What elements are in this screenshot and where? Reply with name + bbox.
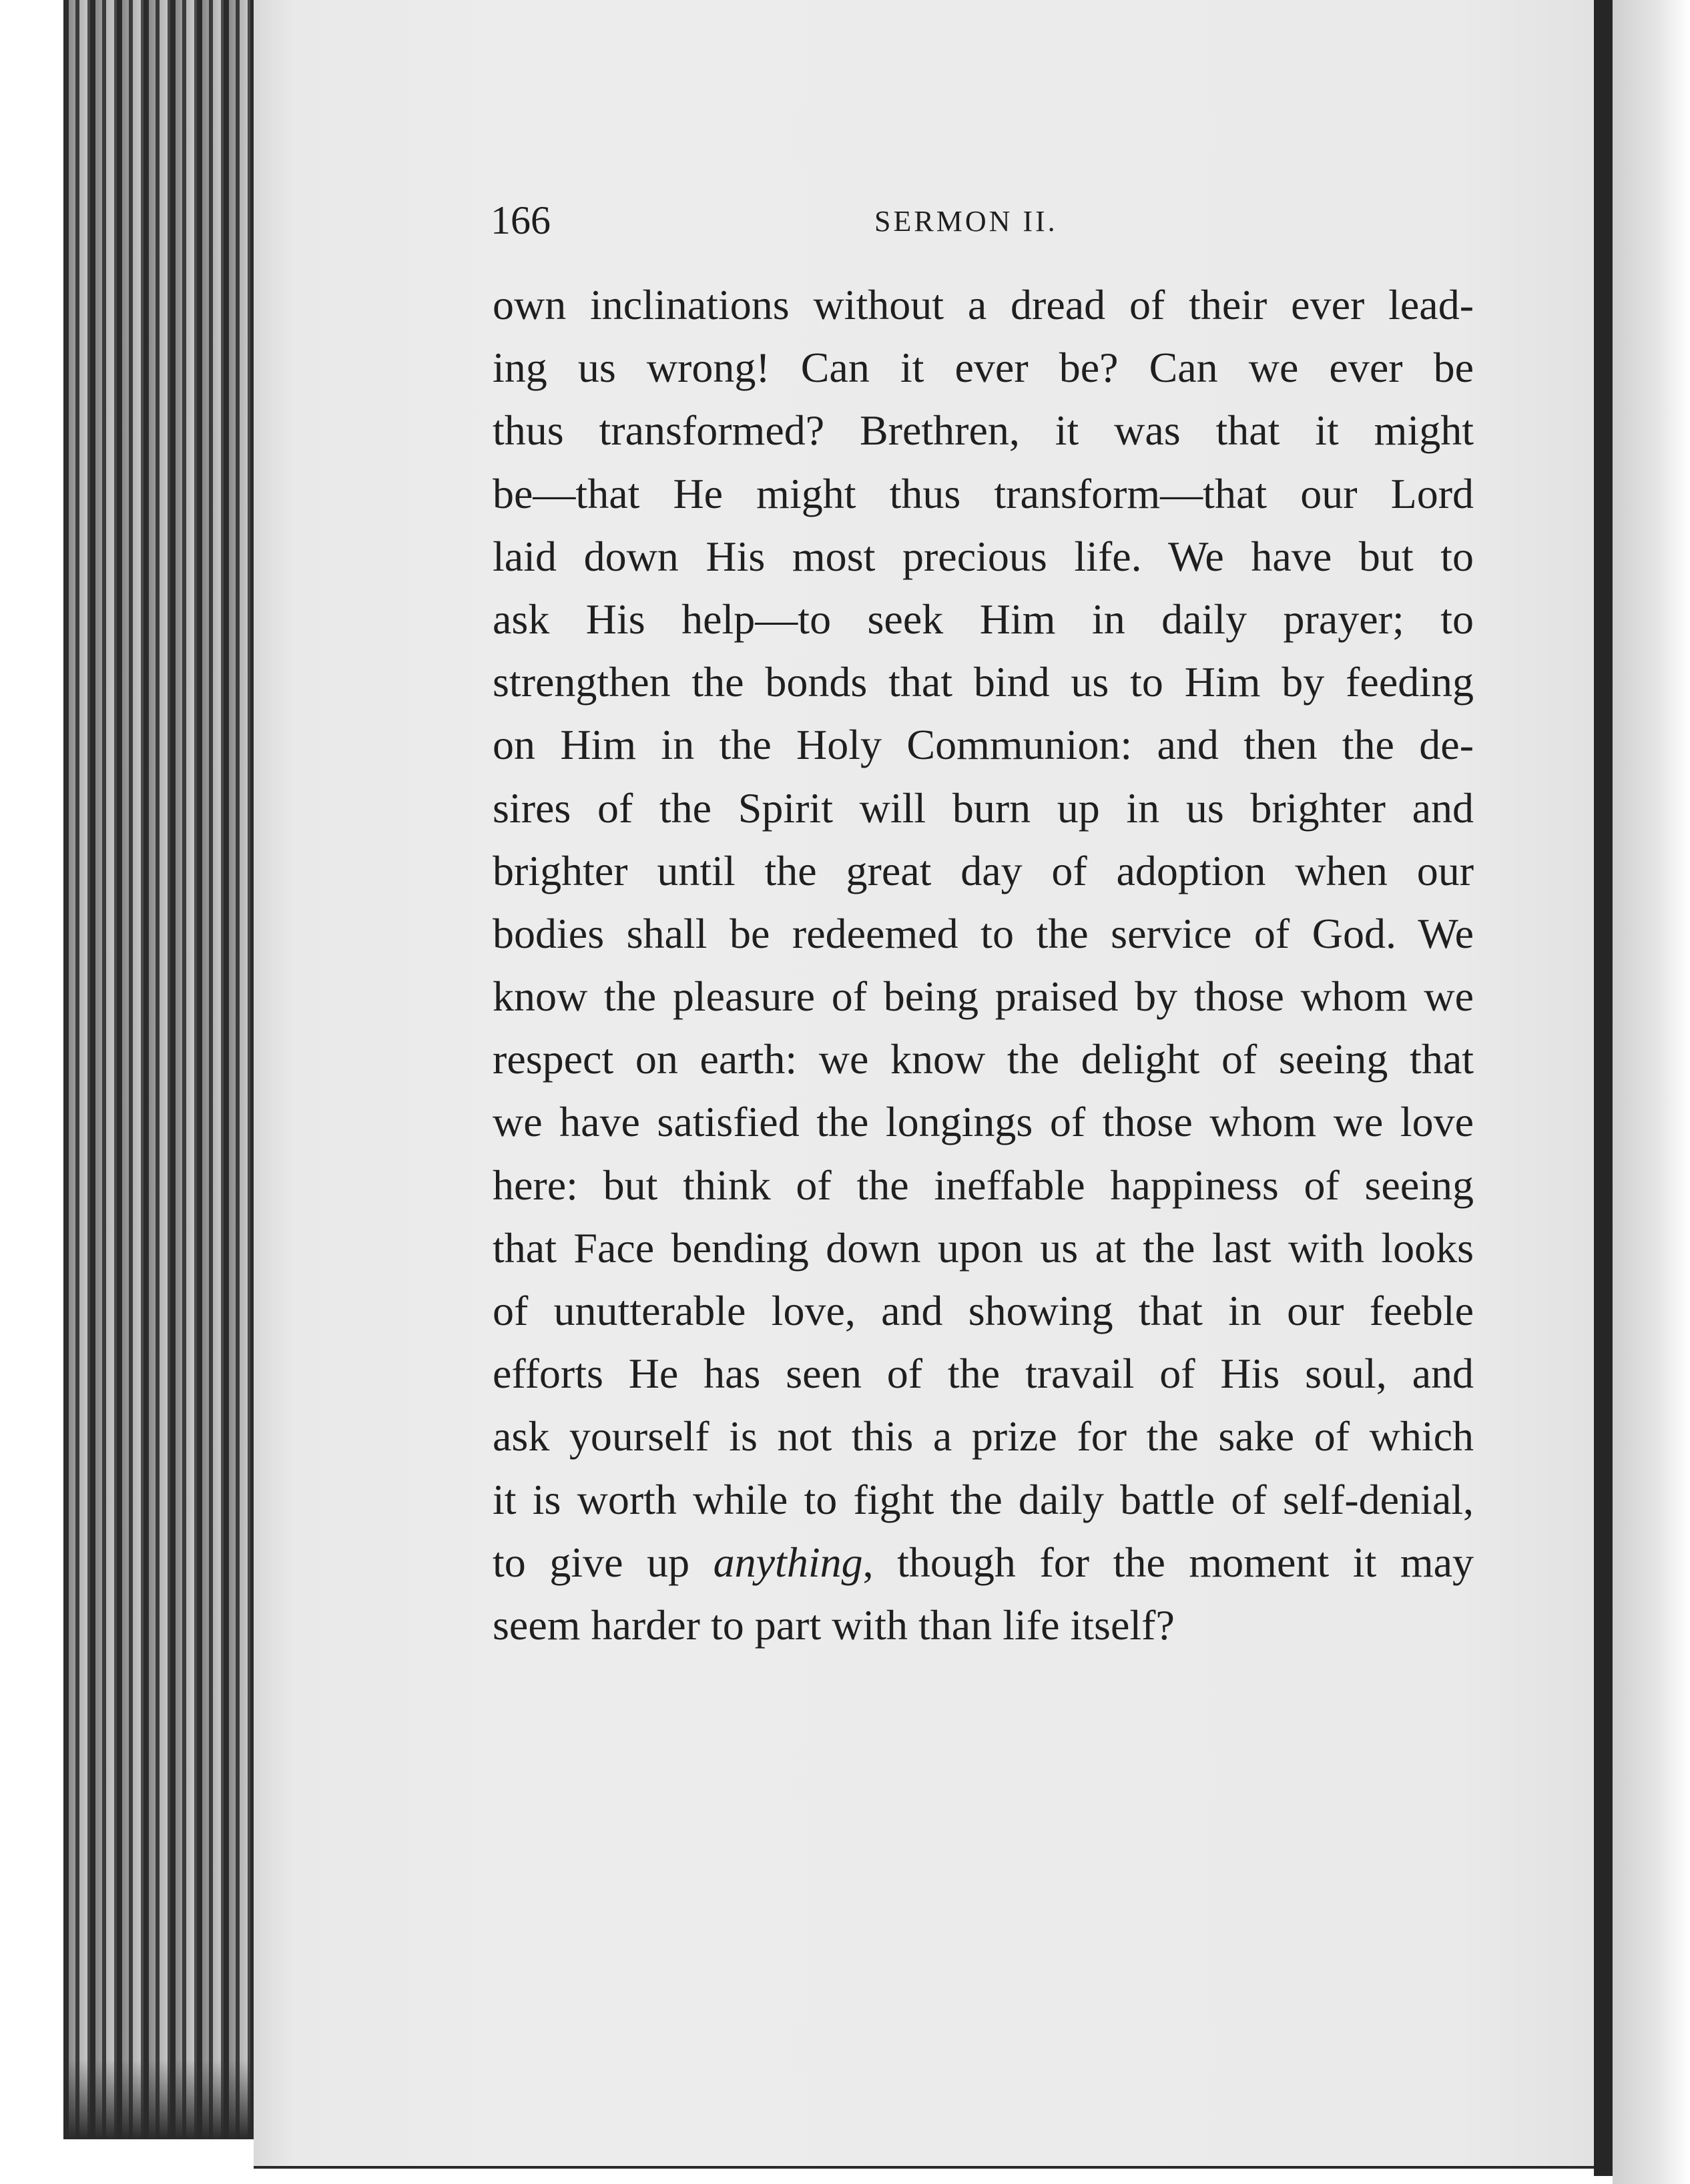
- text-line: sires of the Spirit will burn up in us brighter and: [493, 784, 1474, 832]
- text-fragment: , though for the moment it may: [862, 1538, 1474, 1586]
- text-line: own inclinations without a dread of their ever lead-: [493, 281, 1474, 328]
- text-line: laid down His most precious life. We have but to: [493, 532, 1474, 580]
- text-fragment: to give up: [493, 1538, 714, 1586]
- text-line: bodies shall be redeemed to the service of God. We: [493, 909, 1474, 957]
- text-line: efforts He has seen of the travail of His soul, and: [493, 1350, 1474, 1398]
- text-line: it is worth while to fight the daily battle of self-denial,: [493, 1475, 1474, 1523]
- text-line: on Him in the Holy Communion: and then the de-: [493, 721, 1474, 769]
- italic-word: anything: [713, 1538, 863, 1586]
- body-text: [493, 274, 1474, 1657]
- text-line: ask His help—to seek Him in daily prayer; to: [493, 595, 1474, 643]
- text-line: ask yourself is not this a prize for the sake of which: [493, 1412, 1474, 1460]
- text-line: respect on earth: we know the delight of seeing that: [493, 1035, 1474, 1083]
- text-line-last: seem harder to part with than life itself?: [493, 1601, 1175, 1649]
- text-line: we have satisfied the longings of those whom we love: [493, 1098, 1474, 1146]
- text-line: here: but think of the ineffable happiness of seeing: [493, 1161, 1474, 1209]
- binding-shadow: [1594, 0, 1613, 2176]
- text-line: thus transformed? Brethren, it was that it might: [493, 406, 1474, 455]
- facing-page-edge: [1613, 0, 1690, 2184]
- text-line-italic: [493, 1531, 1474, 1594]
- text-line: ing us wrong! Can it ever be? Can we ever be: [493, 344, 1474, 392]
- text-line: that Face bending down upon us at the last with looks: [493, 1223, 1474, 1272]
- text-line: be—that He might thus transform—that our Lord: [493, 469, 1474, 517]
- text-line: know the pleasure of being praised by those whom we: [493, 973, 1474, 1021]
- running-head: SERMON II.: [874, 205, 1058, 238]
- text-line: strengthen the bonds that bind us to Him by feeding: [493, 658, 1474, 706]
- text-line: brighter until the great day of adoption when our: [493, 846, 1474, 894]
- page-number: 166: [491, 198, 551, 242]
- text-line: of unutterable love, and showing that in our feeble: [493, 1287, 1474, 1334]
- page-edges: [63, 0, 268, 2139]
- page-header: [491, 194, 1472, 247]
